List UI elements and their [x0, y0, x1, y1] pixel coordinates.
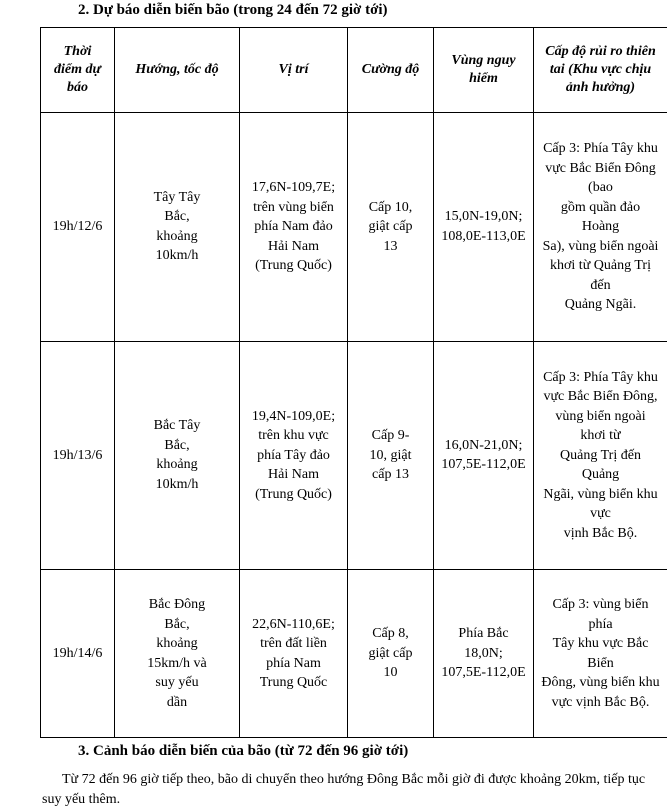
cell-line: đến [535, 276, 666, 296]
cell-line: Cấp 9- [349, 426, 432, 446]
cell-direction-speed [115, 570, 240, 738]
cell-intensity [348, 570, 434, 738]
header-position [240, 28, 348, 113]
cell-risk-level [534, 341, 667, 570]
cell-risk-level [534, 113, 667, 342]
section-3-paragraph: Từ 72 đến 96 giờ tiếp theo, bão di chuyển theo hướng Đông Bắc mỗi giờ đi được khoảng 20km, tiếp tục suy yếu thêm. [42, 770, 667, 810]
cell-risk-level [534, 570, 667, 738]
cell-line: Sa), vùng biển ngoài [535, 237, 666, 257]
cell-line: 17,6N-109,7E; [241, 178, 346, 198]
header-line: Vị trí [241, 61, 346, 79]
cell-line: giật cấp [349, 644, 432, 664]
cell-line: vùng biển ngoài [535, 407, 666, 427]
table-row [41, 570, 667, 738]
cell-line: Tây khu vực Bắc [535, 634, 666, 654]
cell-danger-zone [434, 113, 534, 342]
cell-line: phía [535, 615, 666, 635]
cell-line: Trung Quốc [241, 673, 346, 693]
header-line: báo [42, 79, 113, 97]
cell-line: dần [116, 693, 238, 713]
header-time [41, 28, 115, 113]
cell-line: Bắc Tây [116, 416, 238, 436]
cell-line: Ngãi, vùng biển khu [535, 485, 666, 505]
cell-line: 18,0N; [435, 644, 532, 664]
cell-line: (Trung Quốc) [241, 256, 346, 276]
cell-line: 15km/h và [116, 654, 238, 674]
header-line: Vùng nguy [435, 52, 532, 70]
cell-position [240, 113, 348, 342]
cell-line: Hoàng [535, 217, 666, 237]
header-line: điểm dự [42, 61, 113, 79]
header-danger-zone [434, 28, 534, 113]
cell-line: 22,6N-110,6E; [241, 615, 346, 635]
cell-line: 15,0N-19,0N; [435, 207, 532, 227]
cell-line: khoảng [116, 227, 238, 247]
cell-line: Bắc, [116, 615, 238, 635]
cell-line: 10km/h [116, 475, 238, 495]
header-line: Cường độ [349, 61, 432, 79]
cell-line: khoảng [116, 455, 238, 475]
cell-line: Bắc Đông [116, 595, 238, 615]
cell-line: suy yếu [116, 673, 238, 693]
header-direction-speed [115, 28, 240, 113]
cell-line: 10 [349, 663, 432, 683]
cell-line: 10km/h [116, 246, 238, 266]
cell-line: 19h/13/6 [42, 446, 113, 466]
cell-direction-speed [115, 113, 240, 342]
cell-line: Hải Nam [241, 237, 346, 257]
cell-line: Biển [535, 654, 666, 674]
header-line: Hướng, tốc độ [116, 61, 238, 79]
cell-time [41, 113, 115, 342]
cell-line: 19h/12/6 [42, 217, 113, 237]
cell-line: 107,5E-112,0E [435, 663, 532, 683]
section-3-title: 3. Cảnh báo diễn biến của bão (từ 72 đến 96 giờ tới) [78, 743, 408, 760]
cell-line: 10, giật [349, 446, 432, 466]
cell-line: Quảng [535, 465, 666, 485]
cell-line: Cấp 3: vùng biển [535, 595, 666, 615]
cell-position [240, 570, 348, 738]
header-line: hiểm [435, 70, 532, 88]
cell-line: 108,0E-113,0E [435, 227, 532, 247]
cell-line: Hải Nam [241, 465, 346, 485]
cell-time [41, 570, 115, 738]
header-line: Thời [42, 43, 113, 61]
cell-line: vịnh Bắc Bộ. [535, 524, 666, 544]
forecast-table [40, 27, 667, 738]
cell-line: trên đất liền [241, 634, 346, 654]
cell-line: phía Nam đảo [241, 217, 346, 237]
cell-line: 19,4N-109,0E; [241, 407, 346, 427]
cell-line: trên vùng biển [241, 198, 346, 218]
cell-line: (bao [535, 178, 666, 198]
cell-direction-speed [115, 341, 240, 570]
cell-danger-zone [434, 570, 534, 738]
cell-line: khoảng [116, 634, 238, 654]
cell-position [240, 341, 348, 570]
cell-line: Bắc, [116, 436, 238, 456]
cell-danger-zone [434, 341, 534, 570]
cell-line: phía Tây đảo [241, 446, 346, 466]
header-intensity [348, 28, 434, 113]
cell-line: giật cấp [349, 217, 432, 237]
cell-line: khơi từ [535, 426, 666, 446]
cell-line: Cấp 10, [349, 198, 432, 218]
cell-line: Cấp 3: Phía Tây khu [535, 139, 666, 159]
cell-line: Cấp 8, [349, 624, 432, 644]
header-line: ảnh hưởng) [535, 79, 666, 97]
cell-intensity [348, 113, 434, 342]
cell-line: vực [535, 504, 666, 524]
cell-line: 13 [349, 237, 432, 257]
cell-line: cấp 13 [349, 465, 432, 485]
header-line: Cấp độ rủi ro thiên [535, 43, 666, 61]
cell-line: Tây Tây [116, 188, 238, 208]
cell-intensity [348, 341, 434, 570]
header-line: tai (Khu vực chịu [535, 61, 666, 79]
cell-line: Quảng Ngãi. [535, 295, 666, 315]
cell-line: (Trung Quốc) [241, 485, 346, 505]
cell-line: Quảng Trị đến [535, 446, 666, 466]
table-header-row [41, 28, 667, 113]
cell-line: gồm quần đảo [535, 198, 666, 218]
cell-line: khơi từ Quảng Trị [535, 256, 666, 276]
cell-line: phía Nam [241, 654, 346, 674]
cell-line: 16,0N-21,0N; [435, 436, 532, 456]
cell-line: Đông, vùng biển khu [535, 673, 666, 693]
section-2-title: 2. Dự báo diễn biến bão (trong 24 đến 72 giờ tới) [78, 2, 388, 19]
cell-time [41, 341, 115, 570]
table-row [41, 341, 667, 570]
cell-line: trên khu vực [241, 426, 346, 446]
cell-line: Bắc, [116, 207, 238, 227]
cell-line: 19h/14/6 [42, 644, 113, 664]
cell-line: vực vịnh Bắc Bộ. [535, 693, 666, 713]
cell-line: Phía Bắc [435, 624, 532, 644]
cell-line: 107,5E-112,0E [435, 455, 532, 475]
cell-line: vực Bắc Biển Đông [535, 159, 666, 179]
cell-line: vực Bắc Biển Đông, [535, 387, 666, 407]
header-risk-level [534, 28, 667, 113]
cell-line: Cấp 3: Phía Tây khu [535, 368, 666, 388]
table-row [41, 113, 667, 342]
